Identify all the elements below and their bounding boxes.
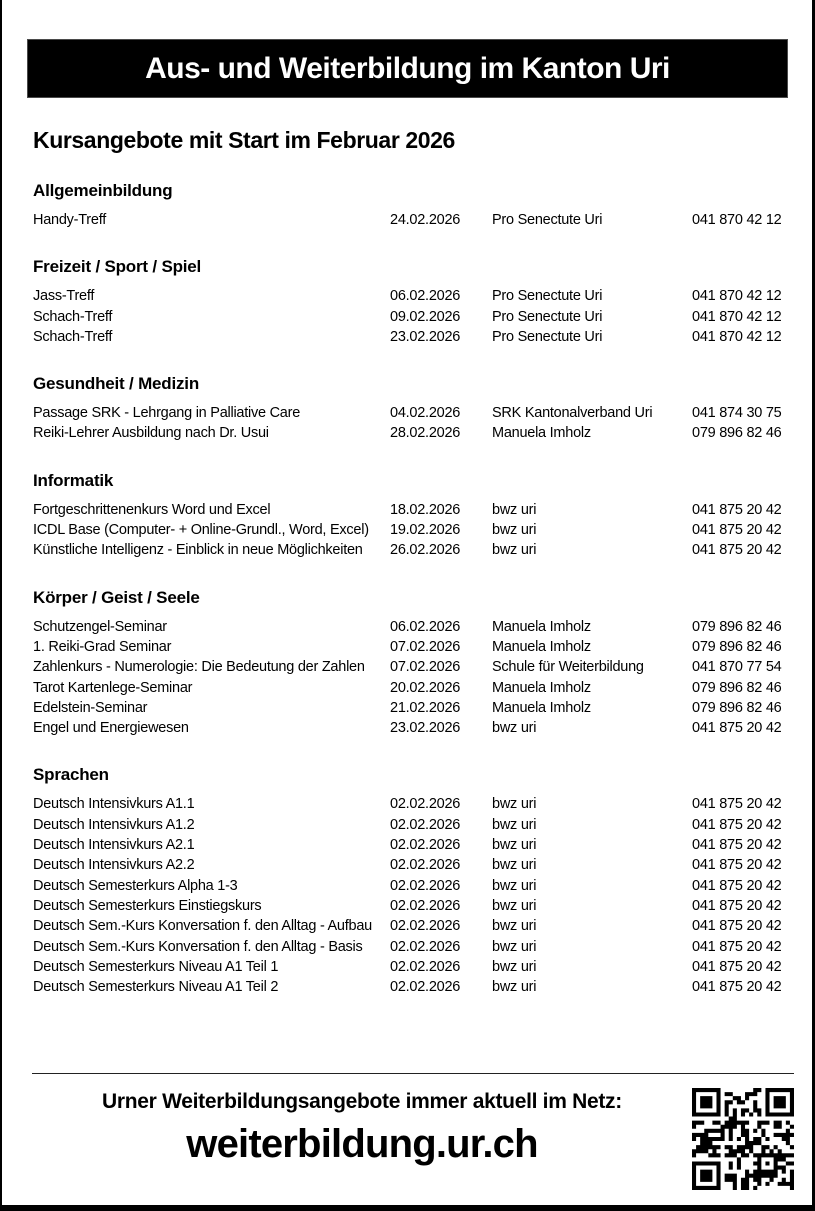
course-phone: 041 875 20 42 bbox=[692, 979, 782, 996]
course-name: Schach-Treff bbox=[33, 308, 113, 325]
course-date: 02.02.2026 bbox=[390, 796, 461, 813]
course-row bbox=[33, 423, 788, 443]
course-date: 21.02.2026 bbox=[390, 699, 461, 716]
course-provider: Manuela Imholz bbox=[492, 679, 591, 696]
course-date: 06.02.2026 bbox=[390, 288, 461, 305]
course-date: 02.02.2026 bbox=[390, 958, 461, 975]
course-list bbox=[2, 500, 812, 561]
course-date: 28.02.2026 bbox=[390, 425, 461, 442]
course-phone: 041 875 20 42 bbox=[692, 816, 782, 833]
course-row bbox=[33, 403, 788, 423]
course-provider: bwz uri bbox=[492, 979, 537, 996]
course-provider: Manuela Imholz bbox=[492, 699, 591, 716]
course-list bbox=[2, 210, 812, 230]
course-provider: bwz uri bbox=[492, 918, 537, 935]
course-phone: 041 870 42 12 bbox=[692, 288, 782, 305]
course-row bbox=[33, 540, 788, 560]
course-name: Zahlenkurs - Numerologie: Die Bedeutung der Zahlen bbox=[33, 659, 365, 676]
course-row bbox=[33, 896, 788, 916]
section-title: Gesundheit / Medizin bbox=[33, 374, 200, 394]
course-row bbox=[33, 916, 788, 936]
course-name: Deutsch Semesterkurs Niveau A1 Teil 2 bbox=[33, 979, 279, 996]
course-date: 02.02.2026 bbox=[390, 857, 461, 874]
course-phone: 041 875 20 42 bbox=[692, 877, 782, 894]
course-row bbox=[33, 520, 788, 540]
section-title: Informatik bbox=[33, 470, 114, 490]
course-phone: 041 875 20 42 bbox=[692, 542, 782, 559]
course-section bbox=[2, 589, 812, 739]
section-title: Freizeit / Sport / Spiel bbox=[33, 257, 202, 277]
course-provider: SRK Kantonalverband Uri bbox=[492, 405, 653, 422]
course-date: 02.02.2026 bbox=[390, 816, 461, 833]
qr-code-icon bbox=[692, 1088, 794, 1190]
course-provider: bwz uri bbox=[492, 938, 537, 955]
course-row bbox=[33, 637, 788, 657]
course-date: 23.02.2026 bbox=[390, 328, 461, 345]
page-title: Kursangebote mit Start im Februar 2026 bbox=[33, 127, 455, 153]
course-phone: 041 874 30 75 bbox=[692, 405, 782, 422]
course-date: 07.02.2026 bbox=[390, 638, 461, 655]
course-provider: bwz uri bbox=[492, 837, 537, 854]
course-name: Tarot Kartenlege-Seminar bbox=[33, 679, 193, 696]
course-provider: bwz uri bbox=[492, 877, 537, 894]
course-date: 26.02.2026 bbox=[390, 542, 461, 559]
course-phone: 041 875 20 42 bbox=[692, 958, 782, 975]
course-phone: 041 870 77 54 bbox=[692, 659, 782, 676]
course-date: 07.02.2026 bbox=[390, 659, 461, 676]
course-phone: 041 870 42 12 bbox=[692, 212, 782, 228]
course-phone: 041 875 20 42 bbox=[692, 501, 782, 518]
course-row bbox=[33, 794, 788, 814]
course-row bbox=[33, 937, 788, 957]
course-provider: Manuela Imholz bbox=[492, 425, 591, 442]
course-date: 02.02.2026 bbox=[390, 897, 461, 914]
course-name: Deutsch Intensivkurs A1.1 bbox=[33, 796, 195, 813]
course-provider: Manuela Imholz bbox=[492, 638, 591, 655]
course-phone: 079 896 82 46 bbox=[692, 699, 782, 716]
course-name: Deutsch Sem.-Kurs Konversation f. den Alltag - Aufbau bbox=[33, 918, 372, 935]
course-provider: bwz uri bbox=[492, 522, 537, 539]
course-name: Deutsch Semesterkurs Niveau A1 Teil 1 bbox=[33, 958, 279, 975]
course-name: Jass-Treff bbox=[33, 288, 95, 305]
course-date: 02.02.2026 bbox=[390, 877, 461, 894]
course-row bbox=[33, 657, 788, 677]
course-name: Engel und Energiewesen bbox=[33, 720, 189, 737]
course-phone: 079 896 82 46 bbox=[692, 425, 782, 442]
section-title: Körper / Geist / Seele bbox=[33, 587, 200, 607]
course-name: ICDL Base (Computer- + Online-Grundl., Word, Excel) bbox=[33, 522, 369, 539]
course-date: 02.02.2026 bbox=[390, 979, 461, 996]
footer-text bbox=[32, 1088, 692, 1168]
course-row bbox=[33, 855, 788, 875]
section-title: Allgemeinbildung bbox=[33, 181, 173, 200]
course-section bbox=[2, 766, 812, 997]
course-sections bbox=[2, 182, 812, 997]
course-name: Schutzengel-Seminar bbox=[33, 618, 167, 635]
course-list bbox=[2, 617, 812, 739]
course-date: 18.02.2026 bbox=[390, 501, 461, 518]
course-name: Passage SRK - Lehrgang in Palliative Care bbox=[33, 405, 301, 422]
header-banner bbox=[28, 40, 787, 97]
course-name: Künstliche Intelligenz - Einblick in neue Möglichkeiten bbox=[33, 542, 363, 559]
course-name: 1. Reiki-Grad Seminar bbox=[33, 638, 172, 655]
course-provider: Pro Senectute Uri bbox=[492, 328, 603, 345]
course-provider: Pro Senectute Uri bbox=[492, 212, 603, 228]
course-row bbox=[33, 678, 788, 698]
course-phone: 041 875 20 42 bbox=[692, 857, 782, 874]
course-list bbox=[2, 403, 812, 444]
course-name: Deutsch Intensivkurs A2.1 bbox=[33, 837, 195, 854]
course-name: Schach-Treff bbox=[33, 328, 113, 345]
section-title: Sprachen bbox=[33, 765, 109, 785]
course-provider: bwz uri bbox=[492, 857, 537, 874]
footer-tagline: Urner Weiterbildungsangebote immer aktuell im Netz: bbox=[102, 1090, 622, 1113]
course-row bbox=[33, 327, 788, 347]
course-provider: Schule für Weiterbildung bbox=[492, 659, 644, 676]
course-name: Deutsch Intensivkurs A1.2 bbox=[33, 816, 195, 833]
course-section bbox=[2, 472, 812, 561]
course-list bbox=[2, 286, 812, 347]
course-date: 02.02.2026 bbox=[390, 938, 461, 955]
course-row bbox=[33, 617, 788, 637]
footer-url-link[interactable]: weiterbildung.ur.ch bbox=[186, 1122, 538, 1166]
course-phone: 079 896 82 46 bbox=[692, 618, 782, 635]
course-provider: bwz uri bbox=[492, 796, 537, 813]
course-name: Edelstein-Seminar bbox=[33, 699, 148, 716]
course-row bbox=[33, 307, 788, 327]
course-provider: bwz uri bbox=[492, 816, 537, 833]
course-provider: bwz uri bbox=[492, 542, 537, 559]
course-provider: bwz uri bbox=[492, 720, 537, 737]
course-row bbox=[33, 957, 788, 977]
course-provider: Manuela Imholz bbox=[492, 618, 591, 635]
course-name: Deutsch Sem.-Kurs Konversation f. den Alltag - Basis bbox=[33, 938, 363, 955]
course-name: Deutsch Semesterkurs Einstiegskurs bbox=[33, 897, 262, 914]
course-name: Deutsch Semesterkurs Alpha 1-3 bbox=[33, 877, 238, 894]
course-date: 06.02.2026 bbox=[390, 618, 461, 635]
course-name: Deutsch Intensivkurs A2.2 bbox=[33, 857, 195, 874]
course-date: 19.02.2026 bbox=[390, 522, 461, 539]
course-phone: 079 896 82 46 bbox=[692, 638, 782, 655]
course-provider: Pro Senectute Uri bbox=[492, 288, 603, 305]
course-section bbox=[2, 258, 812, 347]
course-provider: bwz uri bbox=[492, 958, 537, 975]
course-date: 02.02.2026 bbox=[390, 837, 461, 854]
course-row bbox=[33, 286, 788, 306]
course-date: 04.02.2026 bbox=[390, 405, 461, 422]
course-row bbox=[33, 698, 788, 718]
course-date: 24.02.2026 bbox=[390, 212, 461, 228]
course-date: 23.02.2026 bbox=[390, 720, 461, 737]
course-section bbox=[2, 375, 812, 444]
course-name: Handy-Treff bbox=[33, 212, 106, 228]
course-phone: 041 875 20 42 bbox=[692, 522, 782, 539]
course-row bbox=[33, 210, 788, 230]
course-phone: 041 870 42 12 bbox=[692, 328, 782, 345]
course-phone: 041 875 20 42 bbox=[692, 796, 782, 813]
course-row bbox=[33, 977, 788, 997]
course-section bbox=[2, 182, 812, 230]
course-phone: 041 875 20 42 bbox=[692, 897, 782, 914]
course-name: Fortgeschrittenenkurs Word und Excel bbox=[33, 501, 271, 518]
course-provider: Pro Senectute Uri bbox=[492, 308, 603, 325]
course-phone: 041 875 20 42 bbox=[692, 938, 782, 955]
course-row bbox=[33, 500, 788, 520]
course-date: 20.02.2026 bbox=[390, 679, 461, 696]
course-phone: 041 875 20 42 bbox=[692, 837, 782, 854]
course-phone: 079 896 82 46 bbox=[692, 679, 782, 696]
course-name: Reiki-Lehrer Ausbildung nach Dr. Usui bbox=[33, 425, 269, 442]
footer bbox=[32, 1073, 794, 1190]
course-date: 09.02.2026 bbox=[390, 308, 461, 325]
banner-title: Aus- und Weiterbildung im Kanton Uri bbox=[145, 51, 670, 85]
course-provider: bwz uri bbox=[492, 501, 537, 518]
course-provider: bwz uri bbox=[492, 897, 537, 914]
course-row bbox=[33, 876, 788, 896]
course-phone: 041 875 20 42 bbox=[692, 720, 782, 737]
course-row bbox=[33, 815, 788, 835]
course-phone: 041 875 20 42 bbox=[692, 918, 782, 935]
course-row bbox=[33, 718, 788, 738]
course-date: 02.02.2026 bbox=[390, 918, 461, 935]
course-phone: 041 870 42 12 bbox=[692, 308, 782, 325]
course-list bbox=[2, 794, 812, 997]
course-row bbox=[33, 835, 788, 855]
